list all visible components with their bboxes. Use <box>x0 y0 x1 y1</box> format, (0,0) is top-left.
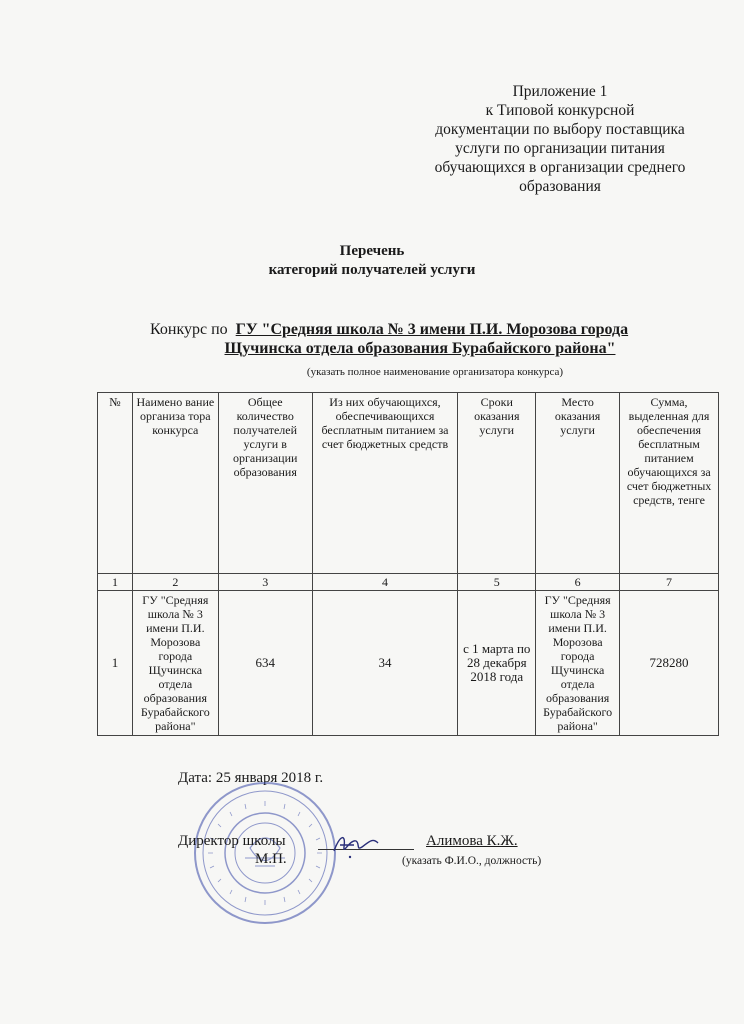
contest-prefix: Конкурс по <box>150 321 228 338</box>
document-date: Дата: 25 января 2018 г. <box>178 770 324 786</box>
appendix-line: документации по выбору поставщика <box>435 121 685 138</box>
table-row <box>98 591 719 736</box>
director-label: Директор школы <box>178 833 286 849</box>
title-line-1: Перечень <box>339 243 405 259</box>
fio-hint: (указать Ф.И.О., должность) <box>402 855 542 867</box>
column-number: 6 <box>536 574 620 591</box>
header-cell: № <box>98 393 133 574</box>
title-line-2: категорий получателей услуги <box>268 262 476 278</box>
total-recipients-cell: 634 <box>218 591 312 736</box>
signature-icon <box>326 825 396 861</box>
amount-cell: 728280 <box>620 591 719 736</box>
header-cell: Наимено вание организа тора конкурса <box>132 393 218 574</box>
appendix-header <box>400 82 720 196</box>
table-header-row <box>98 393 719 574</box>
column-number: 3 <box>218 574 312 591</box>
organizer-hint: (указать полное наименование организатора конкурса) <box>306 366 564 378</box>
appendix-line: обучающихся в организации среднего <box>434 159 686 176</box>
service-period-cell: с 1 марта по 28 декабря 2018 года <box>458 591 536 736</box>
column-number: 2 <box>132 574 218 591</box>
recipients-table <box>97 392 719 736</box>
organizer-cell: ГУ "Средняя школа № 3 имени П.И. Морозова города Щучинска отдела образования Бурабайского района" <box>132 591 218 736</box>
row-number: 1 <box>98 591 133 736</box>
document-title <box>200 242 544 280</box>
contest-organizer-line-2: Щучинска отдела образования Бурабайского района" <box>224 340 616 357</box>
free-meal-students-cell: 34 <box>312 591 458 736</box>
appendix-line: к Типовой конкурсной <box>485 102 635 119</box>
header-cell: Сроки оказания услуги <box>458 393 536 574</box>
header-cell: Место оказания услуги <box>536 393 620 574</box>
column-number: 5 <box>458 574 536 591</box>
seal-placeholder-label: М.П. <box>255 851 287 867</box>
director-name: Алимова К.Ж. <box>426 833 518 849</box>
appendix-line: образования <box>519 178 601 195</box>
header-cell: Сумма, выделенная для обеспечения бесплатным питанием обучающихся за счет бюджетных средств, тенге <box>620 393 719 574</box>
service-place-cell: ГУ "Средняя школа № 3 имени П.И. Морозова города Щучинска отдела образования Бурабайского района" <box>536 591 620 736</box>
header-cell: Из них обучающихся, обеспечивающихся бесплатным питанием за счет бюджетных средств <box>312 393 458 574</box>
column-number: 7 <box>620 574 719 591</box>
column-number: 1 <box>98 574 133 591</box>
contest-organizer-line-1: ГУ "Средняя школа № 3 имени П.И. Морозова города <box>235 321 629 338</box>
header-cell: Общее количество получателей услуги в организации образования <box>218 393 312 574</box>
appendix-line: услуги по организации питания <box>455 140 665 157</box>
contest-line <box>150 320 690 340</box>
column-number: 4 <box>312 574 458 591</box>
column-number-row <box>98 574 719 591</box>
appendix-line: Приложение 1 <box>512 83 608 100</box>
